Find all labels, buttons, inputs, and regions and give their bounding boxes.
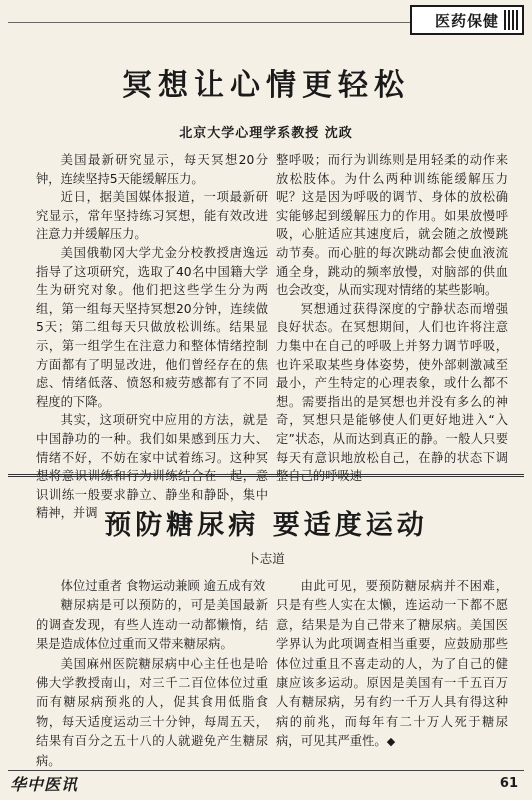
article1-paragraph: 近日，据美国媒体报道，一项最新研究显示，常年坚持练习冥想，能有效改进注意力并缓解压力。: [36, 190, 268, 242]
article2-byline: 卜志道: [247, 551, 285, 566]
article2-title: 预防糖尿病 要适度运动: [104, 510, 428, 541]
article1-paragraph: 美国最新研究显示，每天冥想20分钟，连续坚持5天能缓解压力。: [36, 153, 268, 186]
article2-paragraph: [276, 577, 508, 752]
article2-subheading: 体位过重者 食物运动兼顾 逾五成有效: [60, 579, 266, 593]
footer-rule: [8, 770, 524, 771]
article2-paragraph-text: 由此可见，要预防糖尿病并不困难，只是有些人实在太懒，连运动一下都不愿意，结果是为自己带来了糖尿病。美国医学界认为此项调查相当重要，应鼓励那些体位过重且不喜走动的人，为了自己的健康应该多运动。原因是美国有一千五百万人有糖尿病，另有约一千万人具有得这种病的前兆，而每年有二十万人死于糖尿病，可见其严重性。: [276, 579, 508, 749]
section-tab-stripes: [504, 10, 518, 30]
magazine-logo: 华中医讯: [10, 775, 79, 794]
article1-byline: 北京大学心理学系教授 沈政: [179, 126, 353, 141]
article2-paragraph: 糖尿病是可以预防的，可是美国最新的调查发现，有些人连动一动都懒惰，结果是造成体位过重而又带来糖尿病。: [36, 598, 268, 652]
article1-left-column: [36, 151, 268, 523]
section-tab: [410, 5, 524, 35]
article2-right-column: [276, 577, 508, 752]
header-rule: [8, 22, 412, 23]
article1-paragraph: 其实，这项研究中应用的方法，就是中国静功的一种。我们如果感到压力大、情绪不好，不妨在家中试着练习。这种冥想将意识训练和行为训练结合在一起，意识训练一般要求静立、静坐和静卧，集中精神，并调: [36, 413, 268, 521]
article1-title: 冥想让心情更轻松: [122, 68, 410, 103]
article1-paragraph: 美国俄勒冈大学尤金分校教授唐逸远指导了这项研究，选取了40名中国籍大学生为研究对象。他们把这些学生分为两组，第一组每天坚持冥想20分钟，连续做5天；第二组每天只做放松训练。结果显示，第一组学生在注意力和整体情绪控制方面都有了明显改进，他们曾经存在的焦虑、情绪低落、愤怒和疲劳感都有了不同程度的下降。: [36, 245, 268, 409]
section-title: 医药保健: [434, 11, 499, 30]
article1-right-column: [276, 151, 508, 486]
end-mark-icon: ◆: [386, 735, 396, 749]
article2-paragraph: 美国麻州医院糖尿病中心主任也是哈佛大学教授南山，对三千二百位体位过重而有糖尿病预兆的人，促其食用低脂食物，每天适度运动三十分钟，每周五天，结果有百分之五十八的人就避免产生糖尿病。: [36, 656, 268, 768]
page-number: 61: [499, 776, 518, 791]
article2-left-column: [36, 577, 268, 771]
article1-paragraph: 整呼吸；而行为训练则是用轻柔的动作来放松肢体。为什么两种训练能缓解压力呢？这是因为呼吸的调节、身体的放松确实能够起到缓解压力的作用。如果放慢呼吸，心脏适应其速度后，就会随之放慢跳动节奏。而心脏的每次跳动都会使血液流通全身，跳动的频率放慢，对脑部的供血也会改变，从而实现对情绪的某些影响。: [276, 153, 508, 298]
article-divider: [8, 474, 524, 477]
article1-paragraph: 冥想通过获得深度的宁静状态而增强良好状态。在冥想期间，人们也许将注意力集中在自己的呼吸上并努力调节呼吸，也许采取某些身体姿势，使外部刺激减至最小，产生特定的心理表象，或什么都不想。需要指出的是冥想也并没有多么的神奇，冥想只是能够使人们更好地进入“入定”状态，从而达到真正的静。一般人只要每天有意识地放松自己，在静的状态下调整自己的呼吸速: [276, 301, 508, 484]
